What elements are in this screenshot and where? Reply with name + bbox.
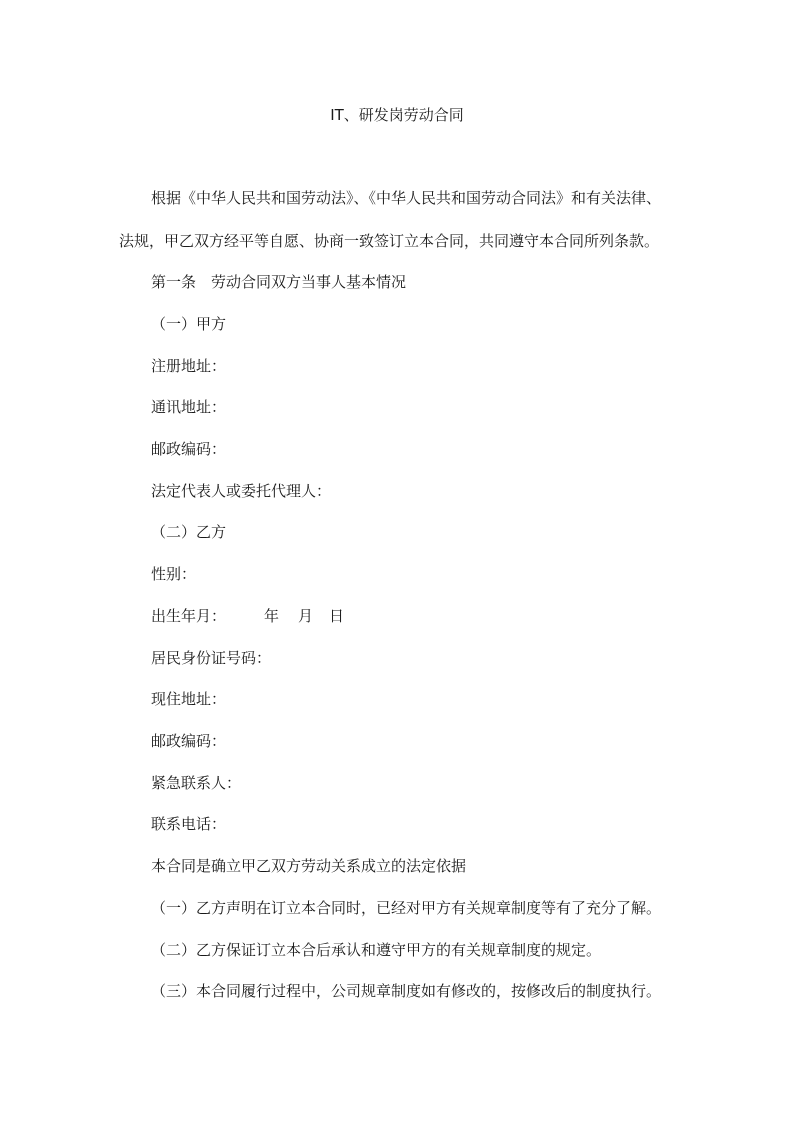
birth-day-label: 日: [329, 607, 345, 625]
clause-2: （二）乙方保证订立本合后承认和遵守甲方的有关规章制度的规定。: [151, 941, 602, 959]
party-b-gender: 性别：: [151, 565, 197, 583]
article-1-heading: 第一条 劳动合同双方当事人基本情况: [151, 273, 407, 291]
party-a-legal-representative: 法定代表人或委托代理人：: [151, 482, 332, 500]
party-b-phone: 联系电话：: [151, 815, 227, 833]
party-b-emergency-contact: 紧急联系人：: [151, 774, 242, 792]
party-b-current-address: 现住地址：: [151, 690, 227, 708]
clause-3: （三）本合同履行过程中，公司规章制度如有修改的，按修改后的制度执行。: [151, 982, 662, 1000]
intro-line-1: 根据《中华人民共和国劳动法》、《中华人民共和国劳动合同法》和有关法律、: [151, 189, 662, 207]
birth-year-label: 年: [264, 607, 280, 625]
party-b-heading: （二）乙方: [151, 523, 227, 541]
party-b-birth-date: 出生年月：: [151, 607, 227, 625]
party-a-postal-code: 邮政编码：: [151, 440, 227, 458]
clause-1: （一）乙方声明在订立本合同时，已经对甲方有关规章制度等有了充分了解。: [151, 899, 662, 917]
party-b-postal-code: 邮政编码：: [151, 732, 227, 750]
document-title: IT、研发岗劳动合同: [330, 106, 464, 124]
party-b-id-number: 居民身份证号码：: [151, 649, 272, 667]
party-a-mailing-address: 通讯地址：: [151, 398, 227, 416]
party-a-registered-address: 注册地址：: [151, 357, 227, 375]
birth-month-label: 月: [298, 607, 314, 625]
intro-line-2: 法规，甲乙双方经平等自愿、协商一致签订立本合同，共同遵守本合同所列条款。: [119, 232, 660, 250]
basis-heading: 本合同是确立甲乙双方劳动关系成立的法定依据: [151, 857, 467, 875]
party-a-heading: （一）甲方: [151, 315, 227, 333]
